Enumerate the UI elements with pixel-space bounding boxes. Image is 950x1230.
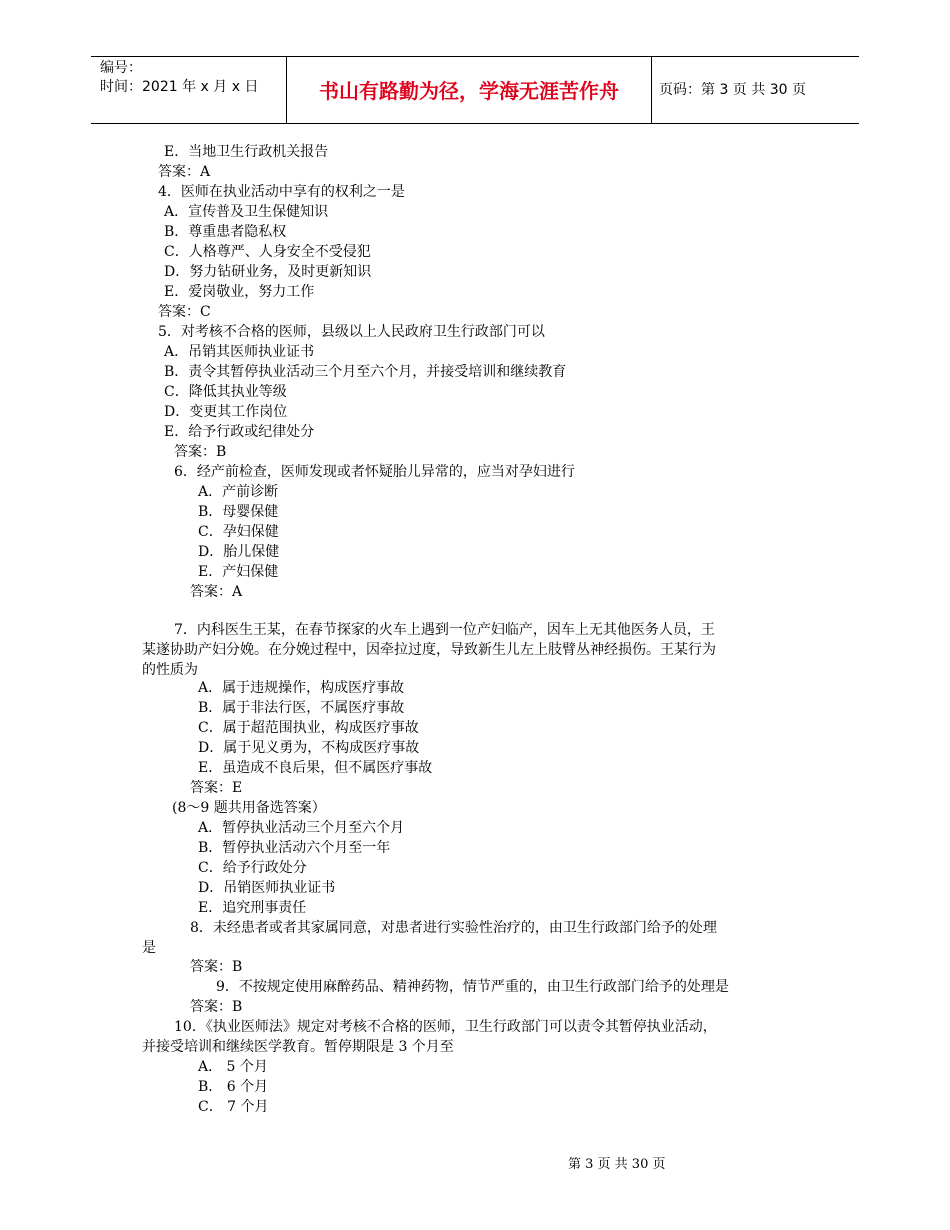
question-line: 是 bbox=[142, 940, 156, 956]
header-motto: 书山有路勤为径，学海无涯苦作舟 bbox=[319, 79, 619, 103]
header-page-number: 页码：第 3 页 共 30 页 bbox=[659, 82, 806, 98]
option-line: D．属于见义勇为，不构成医疗事故 bbox=[198, 740, 420, 756]
option-line: E．虽造成不良后果，但不属医疗事故 bbox=[198, 760, 433, 776]
option-line: E．爱岗敬业，努力工作 bbox=[164, 284, 315, 300]
option-line: D．胎儿保健 bbox=[198, 544, 280, 560]
option-line: E．给予行政或纪律处分 bbox=[164, 424, 315, 440]
option-line: C． 7 个月 bbox=[198, 1099, 269, 1115]
answer-line: 答案：A bbox=[190, 584, 243, 600]
page-footer: 第 3 页 共 30 页 bbox=[568, 1157, 666, 1172]
header-page-cell bbox=[651, 57, 859, 123]
option-line: B．责令其暂停执业活动三个月至六个月，并接受培训和继续教育 bbox=[164, 364, 567, 380]
text-line: E．当地卫生行政机关报告 bbox=[164, 144, 329, 160]
option-line: E．产妇保健 bbox=[198, 564, 279, 580]
document-number-label: 编号： bbox=[100, 60, 142, 76]
option-line: E．追究刑事责任 bbox=[198, 900, 307, 916]
question-line: 6．经产前检查，医师发现或者怀疑胎儿异常的，应当对孕妇进行 bbox=[174, 464, 575, 480]
page-header bbox=[91, 56, 859, 124]
option-line: A．吊销其医师执业证书 bbox=[164, 344, 315, 360]
option-line: A．产前诊断 bbox=[198, 484, 279, 500]
question-line: 某遂协助产妇分娩。在分娩过程中，因牵拉过度，导致新生儿左上肢臂丛神经损伤。王某行为 bbox=[142, 642, 716, 658]
shared-options-heading: (8～9 题共用备选答案） bbox=[172, 800, 326, 816]
option-line: D．变更其工作岗位 bbox=[164, 404, 288, 420]
document-time-label: 时间：2021 年 x 月 x 日 bbox=[100, 79, 259, 95]
answer-line: 答案：B bbox=[190, 999, 243, 1015]
answer-line: 答案：B bbox=[174, 444, 227, 460]
option-line: C．降低其执业等级 bbox=[164, 384, 287, 400]
option-line: A．宣传普及卫生保健知识 bbox=[164, 204, 329, 220]
option-line: A． 5 个月 bbox=[198, 1059, 268, 1075]
question-line: 的性质为 bbox=[142, 662, 198, 678]
option-line: B．属于非法行医，不属医疗事故 bbox=[198, 700, 405, 716]
question-line: 7．内科医生王某，在春节探家的火车上遇到一位产妇临产，因车上无其他医务人员，王 bbox=[174, 622, 715, 638]
question-line: 10．《执业医师法》规定对考核不合格的医师，卫生行政部门可以责令其暂停执业活动， bbox=[174, 1019, 717, 1035]
option-line: A．属于违规操作，构成医疗事故 bbox=[198, 680, 405, 696]
answer-line: 答案：B bbox=[190, 959, 243, 975]
question-line: 9．不按规定使用麻醉药品、精神药物，情节严重的，由卫生行政部门给予的处理是 bbox=[216, 979, 729, 995]
answer-line: 答案：E bbox=[190, 780, 243, 796]
header-meta bbox=[91, 57, 286, 123]
question-line: 5．对考核不合格的医师，县级以上人民政府卫生行政部门可以 bbox=[158, 324, 545, 340]
option-line: D．努力钻研业务，及时更新知识 bbox=[164, 264, 372, 280]
option-line: B．尊重患者隐私权 bbox=[164, 224, 287, 240]
question-line: 8．未经患者或者其家属同意，对患者进行实验性治疗的，由卫生行政部门给予的处理 bbox=[190, 920, 717, 936]
option-line: C．给予行政处分 bbox=[198, 860, 307, 876]
question-line: 4．医师在执业活动中享有的权利之一是 bbox=[158, 184, 405, 200]
option-line: B．母婴保健 bbox=[198, 504, 279, 520]
option-line: A．暂停执业活动三个月至六个月 bbox=[198, 820, 405, 836]
answer-line: 答案：A bbox=[158, 164, 211, 180]
question-line: 并接受培训和继续医学教育。暂停期限是 3 个月至 bbox=[142, 1039, 454, 1055]
option-line: C．孕妇保健 bbox=[198, 524, 279, 540]
option-line: B． 6 个月 bbox=[198, 1079, 269, 1095]
option-line: C．属于超范围执业，构成医疗事故 bbox=[198, 720, 419, 736]
option-line: C．人格尊严、人身安全不受侵犯 bbox=[164, 244, 371, 260]
answer-line: 答案：C bbox=[158, 304, 211, 320]
header-motto-cell bbox=[286, 57, 652, 123]
option-line: D．吊销医师执业证书 bbox=[198, 880, 336, 896]
option-line: B．暂停执业活动六个月至一年 bbox=[198, 840, 391, 856]
